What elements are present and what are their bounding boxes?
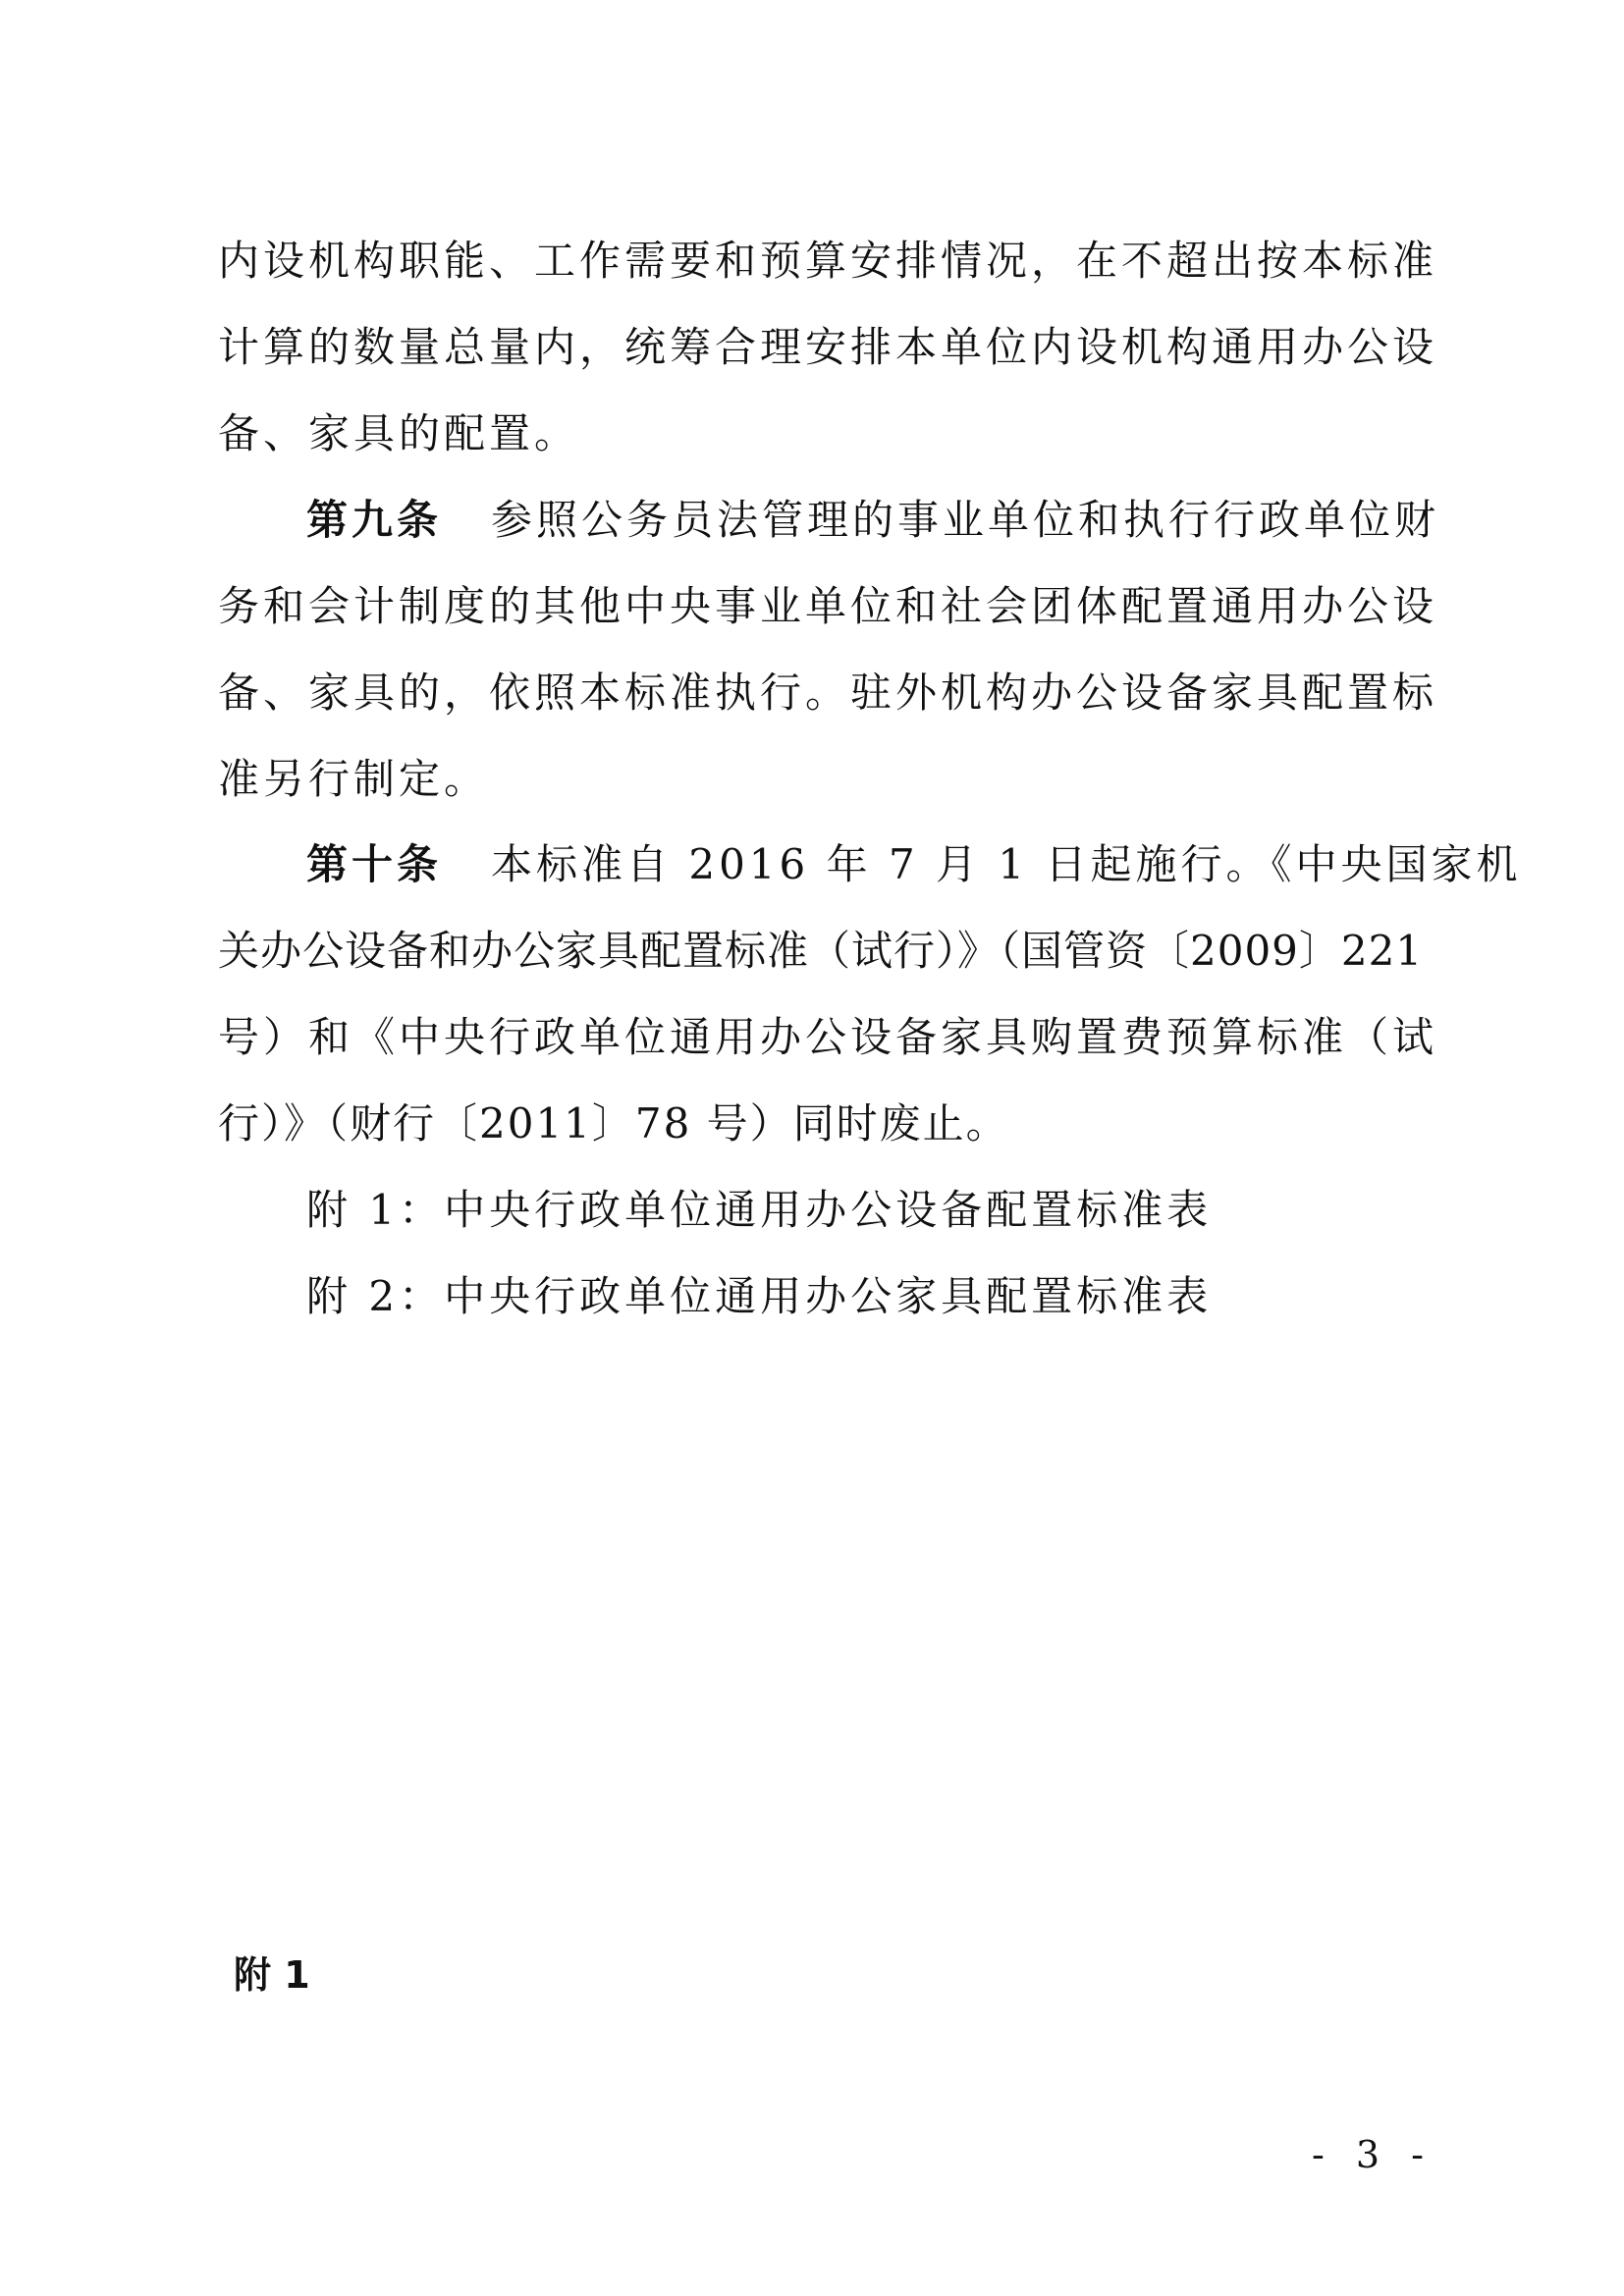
- article10-line-1: [306, 837, 1522, 892]
- p1-line-1: 内设机构职能、工作需要和预算安排情况，在不超出按本标准: [218, 237, 1438, 285]
- article9-heading: 第九条: [306, 496, 443, 544]
- p1-line-2: 计算的数量总量内，统筹合理安排本单位内设机构通用办公设: [218, 323, 1438, 371]
- article10-line-2: 关办公设备和办公家具配置标准（试行）》（国管资〔2009〕221: [218, 927, 1424, 975]
- p1-line-3: 备、家具的配置。: [218, 409, 580, 457]
- article10-text: 本标准自 2016 年 7 月 1 日起施行。《中央国家机: [491, 840, 1522, 888]
- page-number: - 3 -: [1312, 2133, 1435, 2176]
- article10-line-4: 行）》（财行〔2011〕78 号）同时废止。: [218, 1099, 1009, 1148]
- attachment-1: 附 1：中央行政单位通用办公设备配置标准表: [306, 1186, 1213, 1234]
- article9-line-1: [306, 493, 1440, 548]
- attachment-2: 附 2：中央行政单位通用办公家具配置标准表: [306, 1272, 1213, 1320]
- article9-text: 参照公务员法管理的事业单位和执行行政单位财: [491, 496, 1440, 544]
- article10-line-3: 号）和《中央行政单位通用办公设备家具购置费预算标准（试: [218, 1013, 1438, 1061]
- article10-heading: 第十条: [306, 840, 443, 888]
- article9-line-2: 务和会计制度的其他中央事业单位和社会团体配置通用办公设: [218, 582, 1438, 630]
- annex-label: 附 1: [234, 1953, 310, 1997]
- article9-line-3: 备、家具的，依照本标准执行。驻外机构办公设备家具配置标: [218, 668, 1438, 717]
- article9-line-4: 准另行制定。: [218, 755, 490, 803]
